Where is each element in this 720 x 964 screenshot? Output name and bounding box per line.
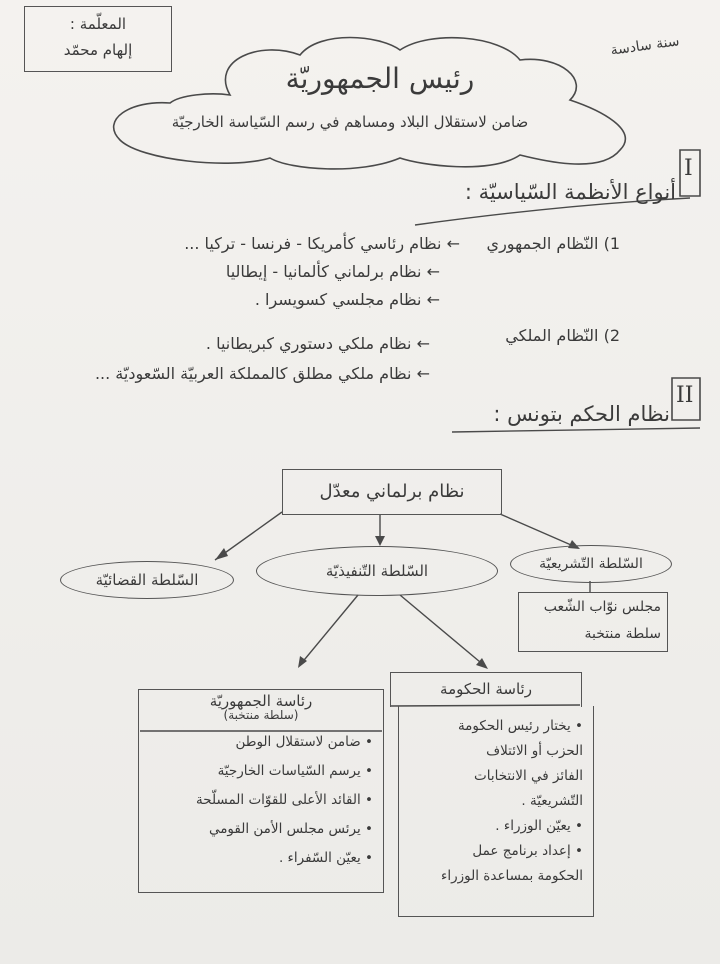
item2-line-2: ← نظام ملكي مطلق كالمملكة العربيّة السّعوديّة ... [94, 364, 430, 383]
executive-oval [256, 546, 498, 596]
government-title: رئاسة الحكومة [440, 680, 532, 698]
government-item-5: • يعيّن الوزراء . [495, 818, 583, 834]
item1-line-3: ← نظام مجلسي كسويسرا . [254, 290, 440, 309]
government-item-1: • يختار رئيس الحكومة [457, 718, 583, 734]
presidency-item-1: • ضامن لاستقلال الوطن [235, 734, 373, 750]
item2-line-1: ← نظام ملكي دستوري كبريطانيا . [205, 334, 430, 353]
government-item-6: • إعداد برنامج عمل [472, 843, 583, 859]
government-item-7: الحكومة بمساعدة الوزراء [441, 868, 583, 884]
presidency-item-4: • يرئس مجلس الأمن القومي [208, 821, 373, 837]
judicial-label: السّلطة القضائيّة [95, 571, 199, 589]
cloud-subtitle: ضامن لاستقلال البلاد ومساهم في رسم السّياسة الخارجيّة [171, 113, 529, 131]
executive-label: السّلطة التّنفيذيّة [325, 562, 429, 580]
legislative-label: السّلطة التّشريعيّة [539, 556, 643, 572]
presidency-item-5: • يعيّن السّفراء . [278, 850, 373, 866]
government-item-4: التّشريعيّة . [521, 793, 583, 809]
teacher-label: المعلّمة : [69, 15, 127, 33]
government-item-2: الحزب أو الائتلاف [486, 743, 583, 759]
presidency-item-3: • القائد الأعلى للقوّات المسلّحة [196, 792, 373, 808]
section1-number: I [684, 156, 693, 181]
teacher-name: إلهام محمّد [63, 41, 133, 59]
diagram-root [282, 469, 502, 515]
item2-label: 2) النّظام الملكي [505, 326, 620, 345]
section2-title: نظام الحكم بتونس : [493, 402, 670, 426]
legislative-box-line-1: مجلس نوّاب الشّعب [543, 599, 661, 615]
item1-label: 1) النّظام الجمهوري [486, 234, 620, 253]
class-level: سنة سادسة [609, 33, 681, 59]
legislative-oval [510, 545, 672, 583]
cloud-title: رئيس الجمهوريّة [285, 62, 475, 95]
legislative-box [518, 592, 668, 652]
judicial-oval [60, 561, 234, 599]
government-body [398, 706, 594, 917]
presidency-title: رئاسة الجمهوريّة [209, 692, 313, 710]
presidency-box [138, 689, 384, 893]
item1-line-1: ← نظام رئاسي كأمريكا - فرنسا - تركيا ... [184, 234, 460, 253]
presidency-item-2: • يرسم السّياسات الخارجيّة [217, 763, 373, 779]
presidency-subtitle: (سلطة منتخبة) [223, 708, 299, 722]
government-box [390, 672, 582, 707]
item1-line-2: ← نظام برلماني كألمانيا - إيطاليا [225, 262, 440, 281]
section1-title: أنواع الأنظمة السّياسيّة : [464, 180, 676, 204]
diagram-root-label: نظام برلماني معدّل [319, 481, 465, 502]
section2-number: II [676, 383, 694, 408]
legislative-box-line-2: سلطة منتخبة [584, 626, 661, 642]
government-item-3: الفائز في الانتخابات [474, 768, 583, 784]
